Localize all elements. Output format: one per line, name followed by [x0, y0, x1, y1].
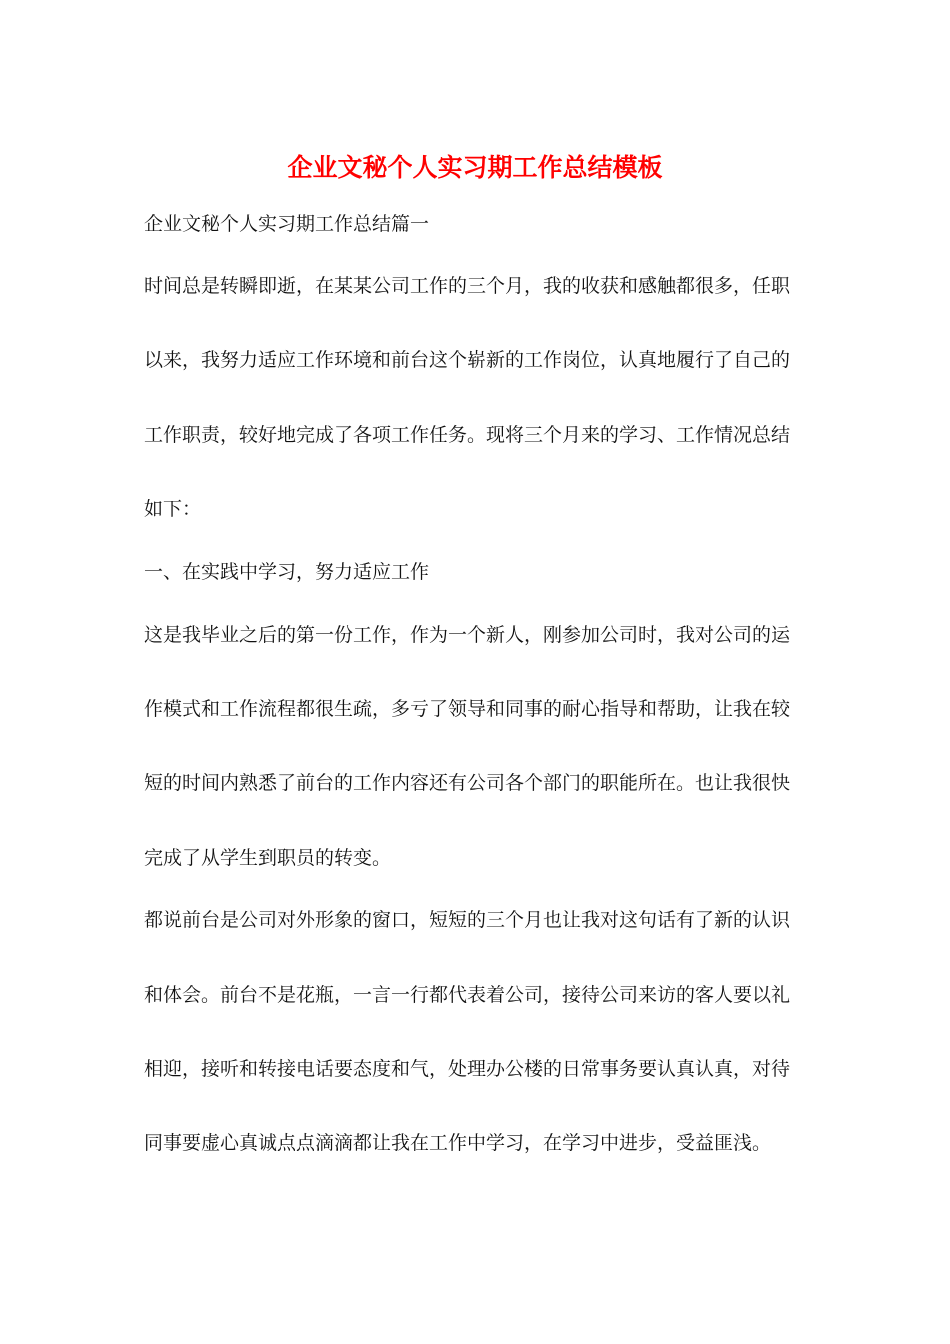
document-title: 企业文秘个人实习期工作总结模板: [287, 153, 663, 182]
section-heading: 企业文秘个人实习期工作总结篇一: [144, 213, 430, 235]
paragraph-line: 和体会。前台不是花瓶，一言一行都代表着公司，接待公司来访的客人要以礼: [144, 984, 791, 1006]
paragraph-line: 短的时间内熟悉了前台的工作内容还有公司各个部门的职能所在。也让我很快: [144, 772, 791, 794]
paragraph-line: 以来，我努力适应工作环境和前台这个崭新的工作岗位，认真地履行了自己的: [144, 349, 791, 371]
paragraph-line: 作模式和工作流程都很生疏，多亏了领导和同事的耐心指导和帮助，让我在较: [144, 698, 791, 720]
paragraph-line: 同事要虚心真诚点点滴滴都让我在工作中学习，在学习中进步，受益匪浅。: [144, 1132, 772, 1154]
paragraph-line: 完成了从学生到职员的转变。: [144, 847, 392, 869]
paragraph-line: 工作职责，较好地完成了各项工作任务。现将三个月来的学习、工作情况总结: [144, 424, 791, 446]
paragraph-line: 相迎，接听和转接电话要态度和气，处理办公楼的日常事务要认真认真，对待: [144, 1058, 791, 1080]
paragraph-line: 时间总是转瞬即逝，在某某公司工作的三个月，我的收获和感触都很多，任职: [144, 275, 791, 297]
paragraph-line: 这是我毕业之后的第一份工作，作为一个新人，刚参加公司时，我对公司的运: [144, 624, 791, 646]
paragraph-line: 如下：: [144, 498, 202, 520]
paragraph-line: 都说前台是公司对外形象的窗口，短短的三个月也让我对这句话有了新的认识: [144, 909, 791, 931]
subsection-heading: 一、在实践中学习，努力适应工作: [144, 561, 430, 583]
